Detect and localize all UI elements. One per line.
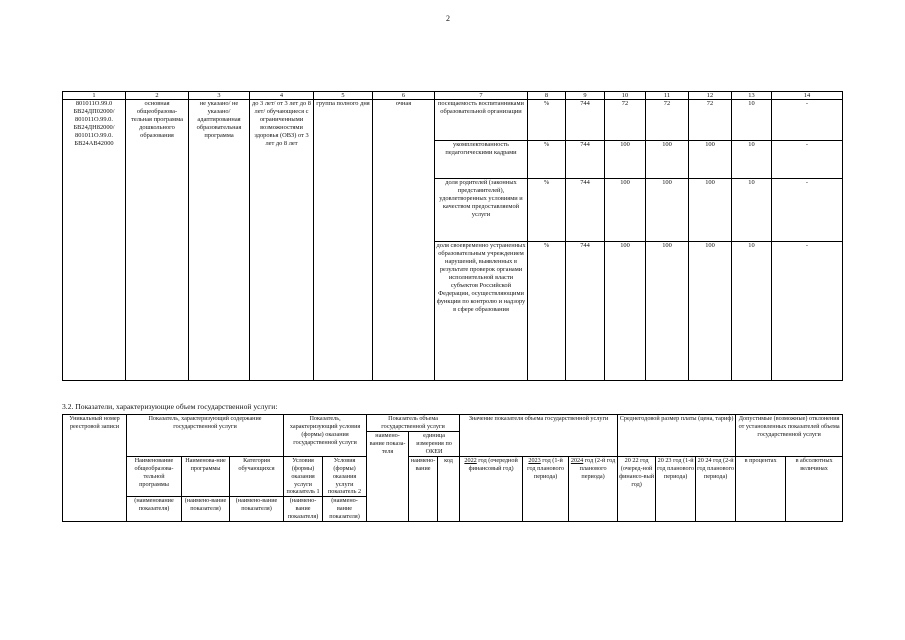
col-number: 10	[605, 92, 646, 100]
column-number-row	[63, 92, 843, 100]
subheader: (наимено-вание показателя)	[182, 497, 230, 522]
content-program-header: Наименование общеобразова-тельной программы	[127, 456, 182, 497]
indicator-name: посещаемость воспитанниками образовательной организации	[435, 100, 528, 141]
col-number: 1	[63, 92, 126, 100]
okei-cell: 744	[566, 242, 605, 381]
price-year-3-header: 20 24 год (2-й год планового периода)	[696, 456, 736, 522]
value-header: Значение показателя объема государственной услуги	[460, 415, 618, 457]
registry-code: 801011О.99.0 БВ24ДП02000/ 801011О.99.0. БВ24ДН82000/ 801011О.99.0. БВ24АВ42000	[63, 100, 126, 381]
volume-name-header: наимено-вание показа-теля	[367, 431, 409, 521]
content-header: Показатель, характеризующий содержание государственной услуги	[127, 415, 284, 457]
unit-code-header: код	[438, 456, 460, 522]
indicator-name: доля родителей (законных представителей), удовлетворенных условиями и качеством предоставляемой услуги	[435, 179, 528, 242]
deviation-header: Допустимые (возможные) отклонения от установленных показателей объема государственной услуги	[736, 415, 843, 457]
year-prefix: 20	[464, 456, 471, 464]
deviation-cell: 10	[732, 141, 772, 179]
unit-cell: %	[528, 242, 566, 381]
deviation-cell: 10	[732, 179, 772, 242]
okei-cell: 744	[566, 100, 605, 141]
price-year-1-header: 20 22 год (очеред-ной финансо-вый год)	[618, 456, 656, 522]
value-cell: 100	[689, 242, 732, 381]
conditions-header: Показатель, характеризующий условия (формы) оказания государственной услуги	[284, 415, 367, 457]
value-cell: 100	[605, 141, 646, 179]
form-cell: очная	[373, 100, 435, 381]
col-number: 5	[314, 92, 373, 100]
col-number: 9	[566, 92, 605, 100]
unique-number-header: Уникальный номер реестровой записи	[63, 415, 127, 522]
unit-cell: %	[528, 100, 566, 141]
okei-cell: 744	[566, 141, 605, 179]
unit-cell: %	[528, 141, 566, 179]
deviation-absolute-header: в абсолютных величинах	[786, 456, 843, 522]
col-number: 11	[646, 92, 689, 100]
col-number: 2	[126, 92, 189, 100]
col-number: 14	[772, 92, 843, 100]
price-year-2-header: 20 23 год (1-й год планового периода)	[656, 456, 696, 522]
year-1-header	[460, 456, 523, 522]
price-header: Среднегодовой размер платы (цена, тариф)	[618, 415, 736, 457]
year-2-header	[523, 456, 569, 522]
year-3-header	[569, 456, 618, 522]
year-prefix: 20	[528, 456, 535, 464]
program-type-cell: не указано/ не указано/ адаптированная образовательная программа	[189, 100, 250, 381]
deviation-abs-cell: -	[772, 100, 843, 141]
unit-cell: %	[528, 179, 566, 242]
program-cell: основная общеобразова-тельная программа дошкольного образования	[126, 100, 189, 381]
subheader: (наимено-вание показателя)	[284, 497, 323, 522]
col-number: 4	[250, 92, 314, 100]
subheader: (наименование показателя)	[127, 497, 182, 522]
volume-header: Показатель объема государственной услуги	[367, 415, 460, 432]
content-name-header: Наименова-ние программы	[182, 456, 230, 497]
page-number: 2	[446, 14, 450, 23]
condition-1-header: Условия (формы) оказания услуги показатель 1	[284, 456, 323, 497]
value-cell: 100	[605, 179, 646, 242]
indicator-name: доля своевременно устраненных образовательным учреждением нарушений, выявленных в результате проверок органами исполнительной власти субъектов Российской Федерации, осуществляющими функции по контролю и надзору в сфере образования	[435, 242, 528, 381]
deviation-abs-cell: -	[772, 141, 843, 179]
col-number: 8	[528, 92, 566, 100]
value-cell: 100	[605, 242, 646, 381]
value-cell: 100	[646, 242, 689, 381]
header-row	[63, 415, 843, 432]
col-number: 3	[189, 92, 250, 100]
deviation-abs-cell: -	[772, 179, 843, 242]
deviation-cell: 10	[732, 100, 772, 141]
deviation-percent-header: в процентах	[736, 456, 786, 522]
value-cell: 100	[646, 141, 689, 179]
indicator-name: укомплектованность педагогическими кадрами	[435, 141, 528, 179]
year-suffix: 24	[577, 456, 584, 464]
value-cell: 72	[646, 100, 689, 141]
value-cell: 72	[605, 100, 646, 141]
volume-unit-header: единица измерения по ОКЕИ	[409, 431, 460, 456]
okei-cell: 744	[566, 179, 605, 242]
quality-indicators-table	[62, 91, 843, 381]
deviation-cell: 10	[732, 242, 772, 381]
student-category-cell: до 3 лет/ от 3 лет до 8 лет/ обучающиеся с ограниченными возможностями здоровья (ОВЗ) от 3 лет до 8 лет	[250, 100, 314, 381]
col-number: 6	[373, 92, 435, 100]
group-type-cell: группа полного дня	[314, 100, 373, 381]
section-title: 3.2. Показатели, характеризующие объем государственной услуги:	[62, 402, 278, 411]
value-cell: 100	[646, 179, 689, 242]
year-label: год (1-й год планового периода)	[527, 456, 565, 480]
subheader: (наимено-вание показателя)	[323, 497, 367, 522]
col-number: 13	[732, 92, 772, 100]
value-cell: 100	[689, 179, 732, 242]
year-prefix: 20	[570, 456, 578, 464]
table-row	[63, 100, 843, 141]
col-number: 7	[435, 92, 528, 100]
deviation-abs-cell: -	[772, 242, 843, 381]
condition-2-header: Условия (формы) оказания услуги показатель 2	[323, 456, 367, 497]
col-number: 12	[689, 92, 732, 100]
volume-indicators-table	[62, 414, 843, 522]
content-category-header: Категория обучающихся	[230, 456, 284, 497]
value-cell: 100	[689, 141, 732, 179]
year-label: год (2-й год планового периода)	[579, 456, 616, 480]
subheader: (наимено-вание показателя)	[230, 497, 284, 522]
year-suffix: 22	[470, 456, 477, 464]
value-cell: 72	[689, 100, 732, 141]
year-suffix: 23	[534, 456, 541, 464]
year-label: год (очередной финансовый год)	[468, 456, 518, 472]
unit-name-header: наимено-вание	[409, 456, 438, 522]
